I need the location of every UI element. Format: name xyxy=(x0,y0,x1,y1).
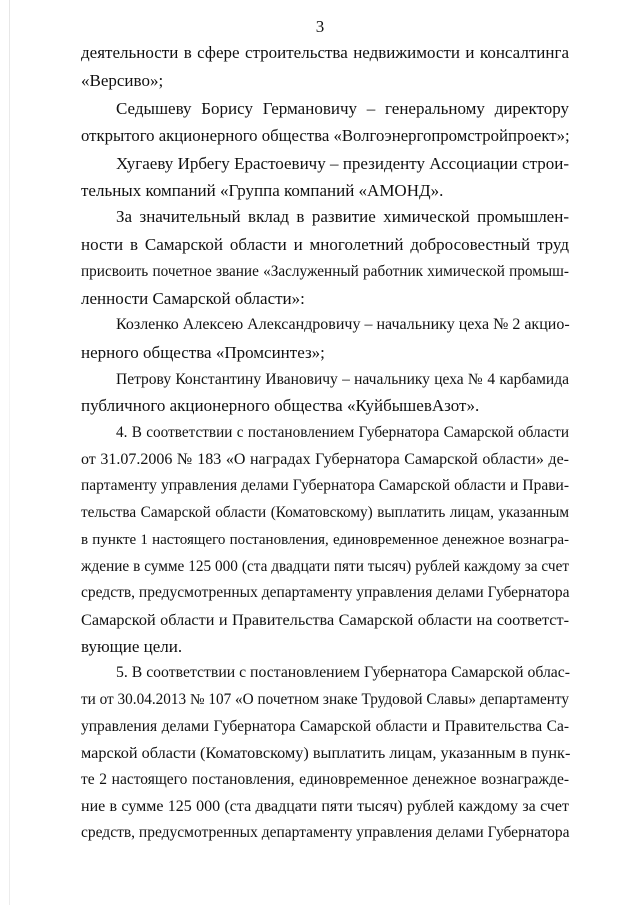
text-line: 4. В соответствии с постановлением Губернатора Самарской области xyxy=(116,424,569,441)
text-line: в пункте 1 настоящего постановления, единовременное денежное вознагра- xyxy=(81,532,569,548)
text-line: деятельности в сфере строительства недвижимости и консалтинга xyxy=(81,43,569,62)
scan-edge-mark xyxy=(9,0,10,905)
text-line: средств, предусмотренных департаменту управления делами Губернатора xyxy=(81,824,570,841)
text-line: Седышеву Борису Германовичу – генеральному директору xyxy=(116,99,569,118)
text-line: ние в сумме 125 000 (ста двадцати пяти тысяч) рублей каждому за счет xyxy=(81,798,569,815)
text-line: тельства Самарской области (Коматовскому) выплатить лицам, указанным xyxy=(81,504,569,521)
text-line: тельных компаний «Группа компаний «АМОНД». xyxy=(81,181,444,200)
text-line: ти от 30.04.2013 № 107 «О почетном знаке Трудовой Славы» департаменту xyxy=(81,691,569,708)
text-line: нерного общества «Промсинтез»; xyxy=(81,343,325,362)
text-line: Петрову Константину Ивановичу – начальнику цеха № 4 карбамида xyxy=(116,371,569,388)
text-line: Самарской области и Правительства Самарской области на соответст- xyxy=(81,611,569,629)
text-line: публичного акционерного общества «КуйбышевАзот». xyxy=(81,396,480,415)
text-line: средств, предусмотренных департаменту управления делами Губернатора xyxy=(81,584,570,601)
text-line: от 31.07.2006 № 183 «О наградах Губернатора Самарской области» де- xyxy=(81,451,569,468)
text-line: открытого акционерного общества «Волгоэнергопромстройпроект»; xyxy=(81,126,570,145)
text-line: Козленко Алексею Александровичу – начальнику цеха № 2 акцио- xyxy=(116,316,570,333)
text-line: ленности Самарской области»: xyxy=(81,289,305,308)
text-line: марской области (Коматовскому) выплатить лицам, указанным в пунк- xyxy=(81,744,571,762)
text-line: присвоить почетное звание «Заслуженный работник химической промыш- xyxy=(81,263,569,280)
text-line: ности в Самарской области и многолетний добросовестный труд xyxy=(81,235,569,254)
page-number: 3 xyxy=(315,17,325,36)
text-line: вующие цели. xyxy=(81,637,183,656)
text-line: управления делами Губернатора Самарской области и Правительства Са- xyxy=(81,718,569,735)
text-line: «Версиво»; xyxy=(81,71,164,90)
text-line: партаменту управления делами Губернатора Самарской области и Прави- xyxy=(81,477,569,494)
text-line: те 2 настоящего постановления, единовременное денежное вознагражде- xyxy=(81,771,569,788)
text-line: Хугаеву Ирбегу Ерастоевичу – президенту Ассоциации строи- xyxy=(116,154,569,173)
text-line: ждение в сумме 125 000 (ста двадцати пяти тысяч) рублей каждому за счет xyxy=(81,558,569,575)
text-line: 5. В соответствии с постановлением Губернатора Самарской облас- xyxy=(116,664,571,681)
text-line: За значительный вклад в развитие химической промышлен- xyxy=(116,207,569,226)
